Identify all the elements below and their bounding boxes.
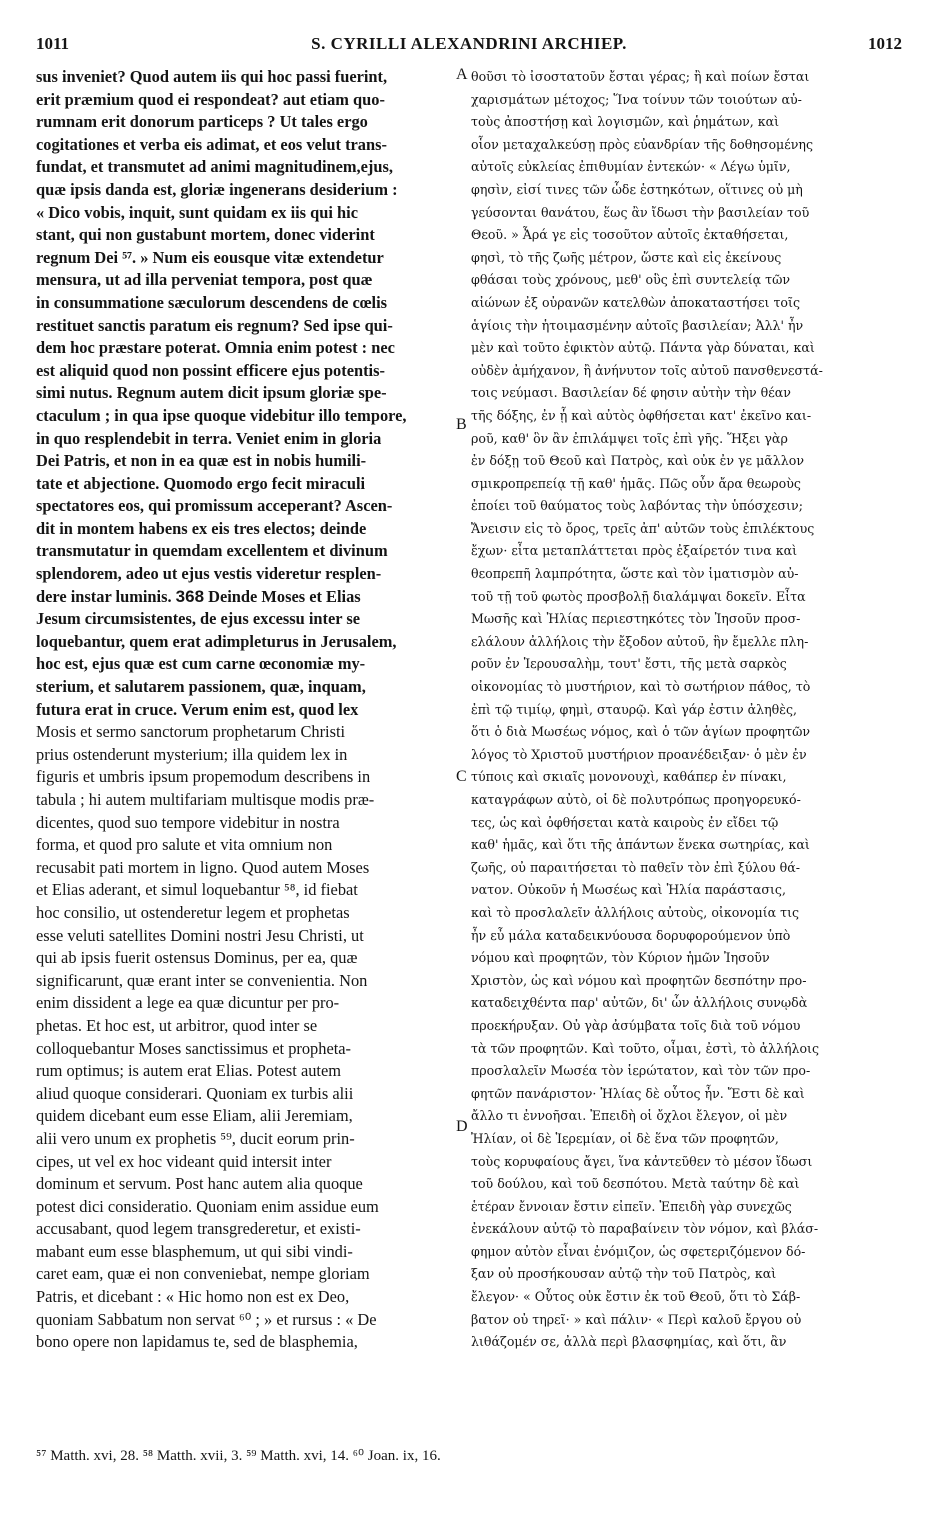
latin-line (36, 586, 454, 609)
greek-line: Μωσῆς καὶ Ἠλίας περιεστηκότες τὸν Ἰησοῦν προσ- (471, 611, 801, 627)
greek-line: ζωῆς, οὐ παραιτήσεται τὸ παθεῖν τὸν ἐπὶ ξύλου θά- (471, 859, 800, 875)
latin-line: in consummatione sæculorum descendens de cœlis (36, 292, 388, 312)
latin-line: quæ ipsis danda est, gloriæ ingenerans desiderium : (36, 179, 398, 199)
greek-line: λιθάζομέν σε, ἀλλὰ περὶ βλασφημίας, καὶ ὅτι, ἂν (471, 1334, 787, 1350)
greek-line: καὶ τὸ προσλαλεῖν ἀλλήλοις αὐτοὺς, οἰκονομία τις (471, 904, 800, 920)
latin-line: stant, qui non gustabunt mortem, donec viderint (36, 225, 375, 245)
latin-line: simi nutus. Regnum autem dicit ipsum gloriæ spe- (36, 383, 387, 403)
latin-line: futura erat in cruce. Verum enim est, quod lex (36, 699, 359, 719)
greek-line: τοὺς κορυφαίους ἄγει, ἵνα κἀντεῦθεν τὸ μέσον ἴδωσι (471, 1153, 813, 1169)
greek-line: οἰκονομίας τὸ μυστήριον, καὶ τὸ σωτήριον πάθος, τὸ (471, 679, 811, 695)
greek-line: οὐδὲν ἀμήχανον, ἢ ἀνήνυτον τοῖς αὐτοῦ πανσθενεστά- (471, 362, 823, 378)
section-marker-a: A (456, 66, 468, 83)
greek-line: αὐτοῖς εὐκλείας ἐπιθυμίαν ἐντεκών· « Λέγω ὑμῖν, (471, 159, 791, 175)
greek-line: χαρισμάτων μέτοχος; Ἵνα τοίνυν τῶν τοιούτων αὐ- (471, 91, 802, 107)
latin-line: rumnam erit donorum particeps ? Ut tales ergo (36, 112, 368, 132)
greek-line: τοὺς ἀποστήσῃ καὶ λογισμῶν, καὶ ῥημάτων, καὶ (471, 114, 780, 130)
greek-line: ἔλεγον· « Οὗτος οὐκ ἔστιν ἐκ τοῦ Θεοῦ, ὅτι τὸ Σάβ- (471, 1289, 801, 1305)
latin-line: qui ab ipsis fuerit ostensus Dominus, per ea, quæ (36, 948, 358, 968)
latin-line: forma, et quod pro salute et vita omnium non (36, 835, 333, 855)
greek-line: ἑτέραν ἔννοιαν ἔστιν εἰπεῖν. Ἐπειδὴ γὰρ συνεχῶς (471, 1198, 792, 1214)
latin-line: dicentes, quod suo tempore videbitur in nostra (36, 812, 340, 832)
latin-line: sterium, et salutarem passionem, quæ, inquam, (36, 677, 366, 697)
latin-line-text: dere instar luminis. (36, 586, 172, 606)
greek-line: ἦν εὖ μάλα καταδεικνύουσα δορυφορούμενον ὑπὸ (471, 927, 791, 943)
greek-line: ξαν οὐ προσήκουσαν αὐτῷ τὴν τοῦ Πατρὸς, καὶ (471, 1266, 777, 1282)
latin-line: est aliquid quod non possint efficere ejus potentis- (36, 360, 385, 380)
section-marker-c: C (456, 768, 467, 785)
latin-column (36, 66, 454, 1354)
greek-line: νόμου καὶ προφητῶν, τὸν Κύριον ἡμῶν Ἰησοῦν (471, 950, 770, 966)
greek-line: ἐπὶ τῷ τιμίῳ, φημὶ, σταυρῷ. Καὶ γάρ ἐστιν ἀληθὲς, (471, 701, 798, 717)
latin-line: hoc est, ejus quæ est cum carne œconomiæ my- (36, 654, 366, 674)
latin-line: transmutatur in quemdam excellentem et divinum (36, 541, 388, 561)
latin-line: hoc consilio, ut ostenderetur legem et prophetas (36, 902, 350, 922)
greek-line: τες, ὡς καὶ ὀφθήσεται κατὰ καιροὺς ἐν εἴδει τῷ (471, 814, 779, 830)
latin-line: regnum Dei ⁵⁷. » Num eis eousque vitæ extendetur (36, 247, 384, 267)
greek-line: καθ' ἡμᾶς, καὶ ὅτι τῆς ἁπάντων ἕνεκα σωτηρίας, καὶ (471, 837, 810, 853)
latin-line: « Dico vobis, inquit, sunt quidam ex iis qui hic (36, 202, 358, 222)
latin-line: alii vero unum ex prophetis ⁵⁹, ducit eorum prin- (36, 1128, 355, 1148)
latin-line: potest dici consideratio. Quoniam enim assidue eum (36, 1196, 379, 1216)
latin-line: et Elias aderant, et simul loquebantur ⁵⁸, id fiebat (36, 880, 358, 900)
greek-line: σμικροπρεπείᾳ τῇ καθ' ἡμᾶς. Πῶς οὖν ἄρα θεωροὺς (471, 475, 801, 491)
greek-line: ἔχων· εἶτα μεταπλάττεται πρὸς ἐξαίρετόν τινα καὶ (471, 543, 798, 559)
greek-line: Ἠλίαν, οἱ δὲ Ἱερεμίαν, οἱ δὲ ἕνα τῶν προφητῶν, (471, 1130, 779, 1146)
latin-line: tate et abjectione. Quomodo ergo fecit miraculi (36, 473, 366, 493)
greek-line: προσλαλεῖν Μωσέα τὸν ἱερώτατον, καὶ τὸν τῶν προ- (471, 1063, 811, 1079)
latin-line: prius ostenderunt mysterium; illa quidem lex in (36, 744, 348, 764)
latin-line: accusabant, quod legem transgrederetur, et existi- (36, 1219, 361, 1239)
column-number: 368 (175, 586, 205, 606)
greek-line: φησὶν, εἰσί τινες τῶν ὧδε ἑστηκότων, οἵτινες οὐ μὴ (471, 181, 803, 197)
latin-line: recusabit pati mortem in ligno. Quod autem Moses (36, 857, 370, 877)
running-header (36, 34, 902, 58)
greek-line: οἷον μεταχαλκεύσῃ πρὸς εὐανδρίαν τῆς δοθησομένης (471, 136, 814, 152)
latin-line: esse veluti satellites Domini nostri Jesu Christi, ut (36, 925, 364, 945)
greek-line: λόγος τὸ Χριστοῦ μυστήριον προανέδειξαν· ὁ μὲν ἐν (471, 746, 807, 762)
latin-line: loquebantur, quem erat adimpleturus in Jerusalem, (36, 631, 397, 651)
latin-line: caret eam, quæ ei non conveniebat, nempe gloriam (36, 1264, 370, 1284)
greek-line: ἄλλο τι ἐννοῆσαι. Ἐπειδὴ οἱ ὄχλοι ἔλεγον, οἱ μὲν (471, 1108, 788, 1124)
greek-line: καταγράφων αὐτὸ, οἱ δὲ πολυτρόπως προηγορευκό- (471, 792, 801, 807)
latin-line: fundat, et transmutet ad animi magnitudinem,ejus, (36, 157, 393, 177)
greek-line: θοῦσι τὸ ἰσοστατοῦν ἔσται γέρας; ἢ καὶ ποίων ἔσται (471, 69, 810, 84)
latin-line: enim dissident a lege ea quæ dicuntur per pro- (36, 993, 340, 1013)
latin-line: rum optimus; is autem erat Elias. Potest autem (36, 1061, 341, 1081)
greek-column (471, 66, 905, 1354)
greek-line: Ἄνεισιν εἰς τὸ ὄρος, τρεῖς ἀπ' αὐτῶν τοὺς ἐπιλέκτους (471, 520, 815, 536)
latin-line: restituet sanctis paratum eis regnum? Sed ipse qui- (36, 315, 393, 335)
greek-line: φητῶν πανάριστον· Ἠλίας δὲ οὗτος ἦν. Ἔστι δὲ καὶ (471, 1085, 805, 1101)
latin-line: mensura, ut ad illa perveniat tempora, post quæ (36, 270, 373, 290)
latin-line: cogitationes et verba eis adimat, et eos velut trans- (36, 134, 387, 154)
greek-line: φημον αὐτὸν εἶναι ἐνόμιζον, ὡς σφετεριζόμενον δό- (471, 1243, 806, 1259)
latin-line: dominum et servum. Post hanc autem alia quoque (36, 1174, 363, 1194)
latin-line: spectatores eos, qui promissum acceperant? Ascen- (36, 496, 393, 516)
latin-line: dit in montem habens ex eis tres electos; deinde (36, 518, 367, 538)
greek-line: Θεοῦ. » Ἆρά γε εἰς τοσοῦτον αὐτοῖς ἐκταθήσεται, (471, 227, 789, 243)
latin-line: Dei Patris, et non in ea quæ est in nobis humili- (36, 451, 367, 471)
footnotes: ⁵⁷ Matth. xvi, 28. ⁵⁸ Matth. xvii, 3. ⁵⁹ Matth. xvi, 14. ⁶⁰ Joan. ix, 16. (36, 1448, 441, 1464)
greek-line: τοῦ τῇ τοῦ φωτὸς προσβολῇ διαλάμψαι δοκεῖν. Εἶτα (471, 588, 806, 604)
running-title: S. CYRILLI ALEXANDRINI ARCHIEP. (311, 34, 627, 53)
latin-line: erit præmium quod ei respondeat? aut etiam quo- (36, 89, 385, 109)
greek-line: βατον οὐ τηρεῖ· » καὶ πάλιν· « Περὶ καλοῦ ἔργου οὐ (471, 1311, 802, 1327)
latin-line: ctaculum ; in qua ipse quoque videbitur illo tempore, (36, 405, 407, 425)
greek-line: νατον. Οὐκοῦν ἡ Μωσέως καὶ Ἠλία παράστασις, (471, 882, 786, 898)
greek-line: τύποις καὶ σκιαῖς μονονουχὶ, καθάπερ ἐν πίνακι, (471, 769, 787, 785)
greek-line: ἐνεκάλουν αὐτῷ τὸ παραβαίνειν τὸν νόμον, καὶ βλάσ- (471, 1221, 819, 1237)
page-number-right: 1012 (868, 34, 902, 53)
latin-line: cipes, ut vel ex hoc videant quid intersit inter (36, 1151, 332, 1171)
greek-line: προεκήρυξαν. Οὐ γὰρ ἀσύμβατα τοῖς διὰ τοῦ νόμου (471, 1017, 801, 1033)
greek-line: τὰ τῶν προφητῶν. Καὶ τοῦτο, οἶμαι, ἐστὶ, τὸ ἀλλήλοις (471, 1040, 820, 1056)
section-marker-b: B (456, 416, 467, 433)
greek-line: τοις νεύμασι. Βασιλείαν δέ φησιν αὐτὴν τὴν θέαν (471, 385, 791, 401)
latin-line: significarunt, quæ erant inter se convenientia. Non (36, 970, 368, 990)
greek-line: ροῦ, καθ' ὃν ἂν ἐπιλάμψει τοῖς ἐπὶ γῆς. Ἥξει γὰρ (471, 430, 788, 446)
latin-line: splendorem, adeo ut ejus vestis videretur resplen- (36, 564, 382, 584)
greek-line: φθάσαι τοὺς χρόνους, μεθ' οὓς ἐπὶ συντελείᾳ τῶν (471, 272, 791, 288)
latin-line: Patris, et dicebant : « Hic homo non est ex Deo, (36, 1287, 350, 1307)
greek-line: Χριστὸν, ὡς καὶ νόμου καὶ προφητῶν δεσπότην προ- (471, 972, 807, 988)
latin-line: tabula ; hi autem multifariam multisque modis præ- (36, 790, 375, 809)
latin-line: Mosis et sermo sanctorum prophetarum Christi (36, 722, 346, 742)
greek-line: τῆς δόξης, ἐν ᾗ καὶ αὐτὸς ὀφθήσεται κατ' ἐκεῖνο και- (471, 407, 812, 423)
latin-line: mabant eum esse blasphemum, ut qui sibi vindi- (36, 1241, 353, 1261)
greek-line: ἁγίοις τὴν ἡτοιμασμένην αὐτοῖς βασιλείαν; Ἀλλ' ἦν (471, 317, 804, 333)
latin-line: figuris et umbris ipsum propemodum describens in (36, 767, 371, 787)
latin-line: colloquebantur Moses sanctissimus et propheta- (36, 1038, 351, 1058)
latin-line: dem hoc præstare poterat. Omnia enim potest : nec (36, 338, 395, 358)
greek-line: γεύσονται θανάτου, ἕως ἂν ἴδωσι τὴν βασιλείαν τοῦ (471, 204, 810, 220)
latin-line: quoniam Sabbatum non servat ⁶⁰ ; » et rursus : « De (36, 1309, 377, 1329)
section-marker-d: D (456, 1118, 468, 1135)
greek-line: αἰώνων ἐξ οὐρανῶν κατελθὼν ἀποκαταστήσει τοῖς (471, 294, 801, 310)
latin-line: bono opere non lapidamus te, sed de blasphemia, (36, 1332, 358, 1352)
latin-line: aliud quoque considerari. Quoniam ex turbis alii (36, 1083, 354, 1103)
page-number-left: 1011 (36, 34, 70, 53)
greek-line: τοῦ δούλου, καὶ τοῦ δεσπότου. Μετὰ ταύτην δὲ καὶ (471, 1176, 800, 1192)
greek-line: ἐν δόξῃ τοῦ Θεοῦ καὶ Πατρὸς, καὶ οὐκ ἐν γε μᾶλλον (471, 453, 804, 469)
greek-line: καταδειχθέντα παρ' αὐτῶν, δι' ὧν ἀλλήλοις συνῳδὰ (471, 995, 808, 1011)
latin-line: quidem dicebant eum esse Eliam, alii Jeremiam, (36, 1106, 353, 1126)
greek-line: ἐποίει τοῦ θαύματος τοὺς λαβόντας τὴν ὑπόσχεσιν; (471, 498, 803, 514)
greek-line: φησὶ, τὸ τῆς ζωῆς μέτρον, ὥστε καὶ εἰς ἐκείνους (471, 249, 782, 265)
greek-line: μὲν καὶ τοῦτο ἐφικτὸν αὐτῷ. Πάντα γὰρ δύναται, καὶ (471, 340, 815, 356)
latin-line: Jesum circumsistentes, de ejus excessu inter se (36, 609, 360, 629)
greek-line: ὅτι ὁ διὰ Μωσέως νόμος, καὶ ὁ τῶν ἁγίων προφητῶν (471, 724, 810, 740)
latin-line: in quo resplendebit in terra. Veniet enim in gloria (36, 428, 382, 448)
greek-line: ροῦν ἐν Ἱερουσαλὴμ, τουτ' ἔστι, τῆς μετὰ σαρκὸς (471, 656, 787, 672)
latin-line: sus inveniet? Quod autem iis qui hoc passi fuerint, (36, 67, 388, 86)
latin-line-text-continued: Deinde Moses et Elias (204, 586, 361, 606)
latin-line: phetas. Et hoc est, ut arbitror, quod inter se (36, 1015, 318, 1035)
greek-line: ελάλουν ἀλλήλοις τὴν ἔξοδον αὐτοῦ, ἣν ἔμελλε πλη- (471, 633, 809, 649)
greek-line: θεοπρεπῆ λαμπρότητα, ὥστε καὶ τὸν ἱματισμὸν αὐ- (471, 566, 799, 582)
